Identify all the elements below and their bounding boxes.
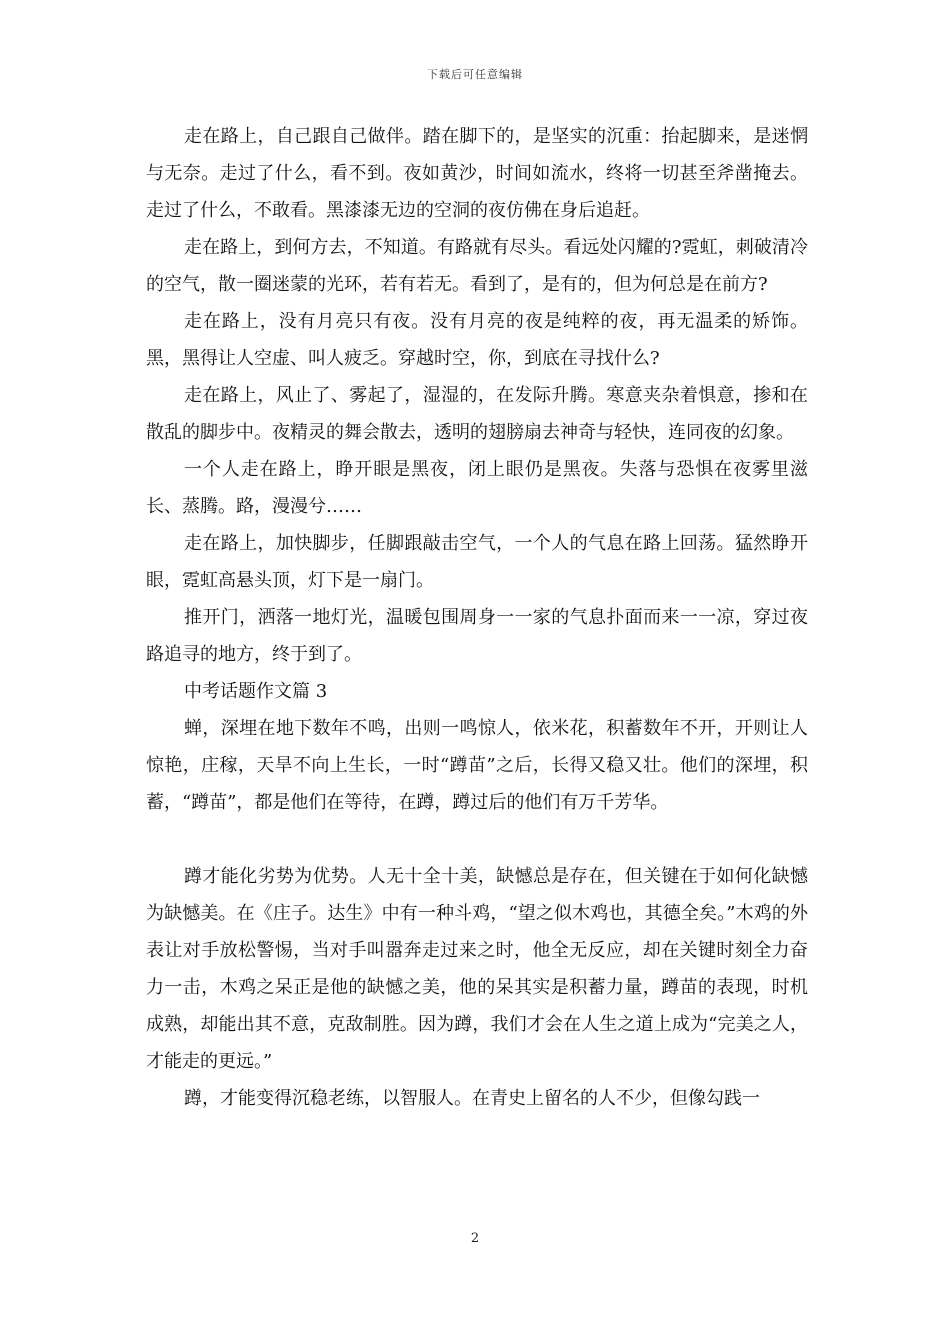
paragraph-9: 蹲才能化劣势为优势。人无十全十美，缺憾总是存在，但关键在于如何化缺憾为缺憾美。在《庄子。达生》中有一种斗鸡，“望之似木鸡也，其德全矣。”木鸡的外表让对手放松警惕，当对手叫嚣奔走过来之时，他全无反应，却在关键时刻全力奋力一击，木鸡之呆正是他的缺憾之美，他的呆其实是积蓄力量，蹲苗的表现，时机成熟，却能出其不意，克敌制胜。因为蹲，我们才会在人生之道上成为“完美之人，才能走的更远。” — [146, 866, 808, 1072]
page-header: 下载后可任意编辑 — [427, 68, 523, 81]
paragraph-8: 蝉，深埋在地下数年不鸣，出则一鸣惊人，依米花，积蓄数年不开，开则让人惊艳，庄稼，天旱不向上生长，一时“蹲苗”之后，长得又稳又壮。他们的深埋，积蓄，“蹲苗”，都是他们在等待，在蹲，蹲过后的他们有万千芳华。 — [146, 718, 808, 813]
page-number: 2 — [470, 1231, 480, 1246]
paragraph-1: 走在路上，自己跟自己做伴。踏在脚下的，是坚实的沉重：抬起脚来，是迷惘与无奈。走过了什么，看不到。夜如黄沙，时间如流水，终将一切甚至斧凿掩去。走过了什么，不敢看。黑漆漆无边的空洞的夜仿佛在身后追赶。 — [146, 126, 808, 221]
paragraph-3: 走在路上，没有月亮只有夜。没有月亮的夜是纯粹的夜，再无温柔的矫饰。黑，黑得让人空虚、叫人疲乏。穿越时空，你，到底在寻找什么? — [146, 311, 808, 369]
document-body — [146, 118, 808, 1117]
paragraph-7: 推开门，洒落一地灯光，温暖包围周身一一家的气息扑面而来一一凉，穿过夜路追寻的地方，终于到了。 — [146, 607, 808, 665]
paragraph-6: 走在路上，加快脚步，任脚跟敲击空气，一个人的气息在路上回荡。猛然睁开眼，霓虹高悬头顶，灯下是一扇门。 — [146, 533, 808, 591]
paragraph-10: 蹲，才能变得沉稳老练，以智服人。在青史上留名的人不少，但像勾践一 — [184, 1088, 760, 1109]
section-heading: 中考话题作文篇 3 — [184, 681, 328, 702]
paragraph-5: 一个人走在路上，睁开眼是黑夜，闭上眼仍是黑夜。失落与恐惧在夜雾里滋长、蒸腾。路，漫漫兮…… — [146, 459, 808, 517]
paragraph-2: 走在路上，到何方去，不知道。有路就有尽头。看远处闪耀的?霓虹，刺破清冷的空气，散一圈迷蒙的光环，若有若无。看到了，是有的，但为何总是在前方? — [146, 237, 808, 295]
paragraph-4: 走在路上，风止了、雾起了，湿湿的，在发际升腾。寒意夹杂着惧意，掺和在散乱的脚步中。夜精灵的舞会散去，透明的翅膀扇去神奇与轻快，连同夜的幻象。 — [146, 385, 808, 443]
